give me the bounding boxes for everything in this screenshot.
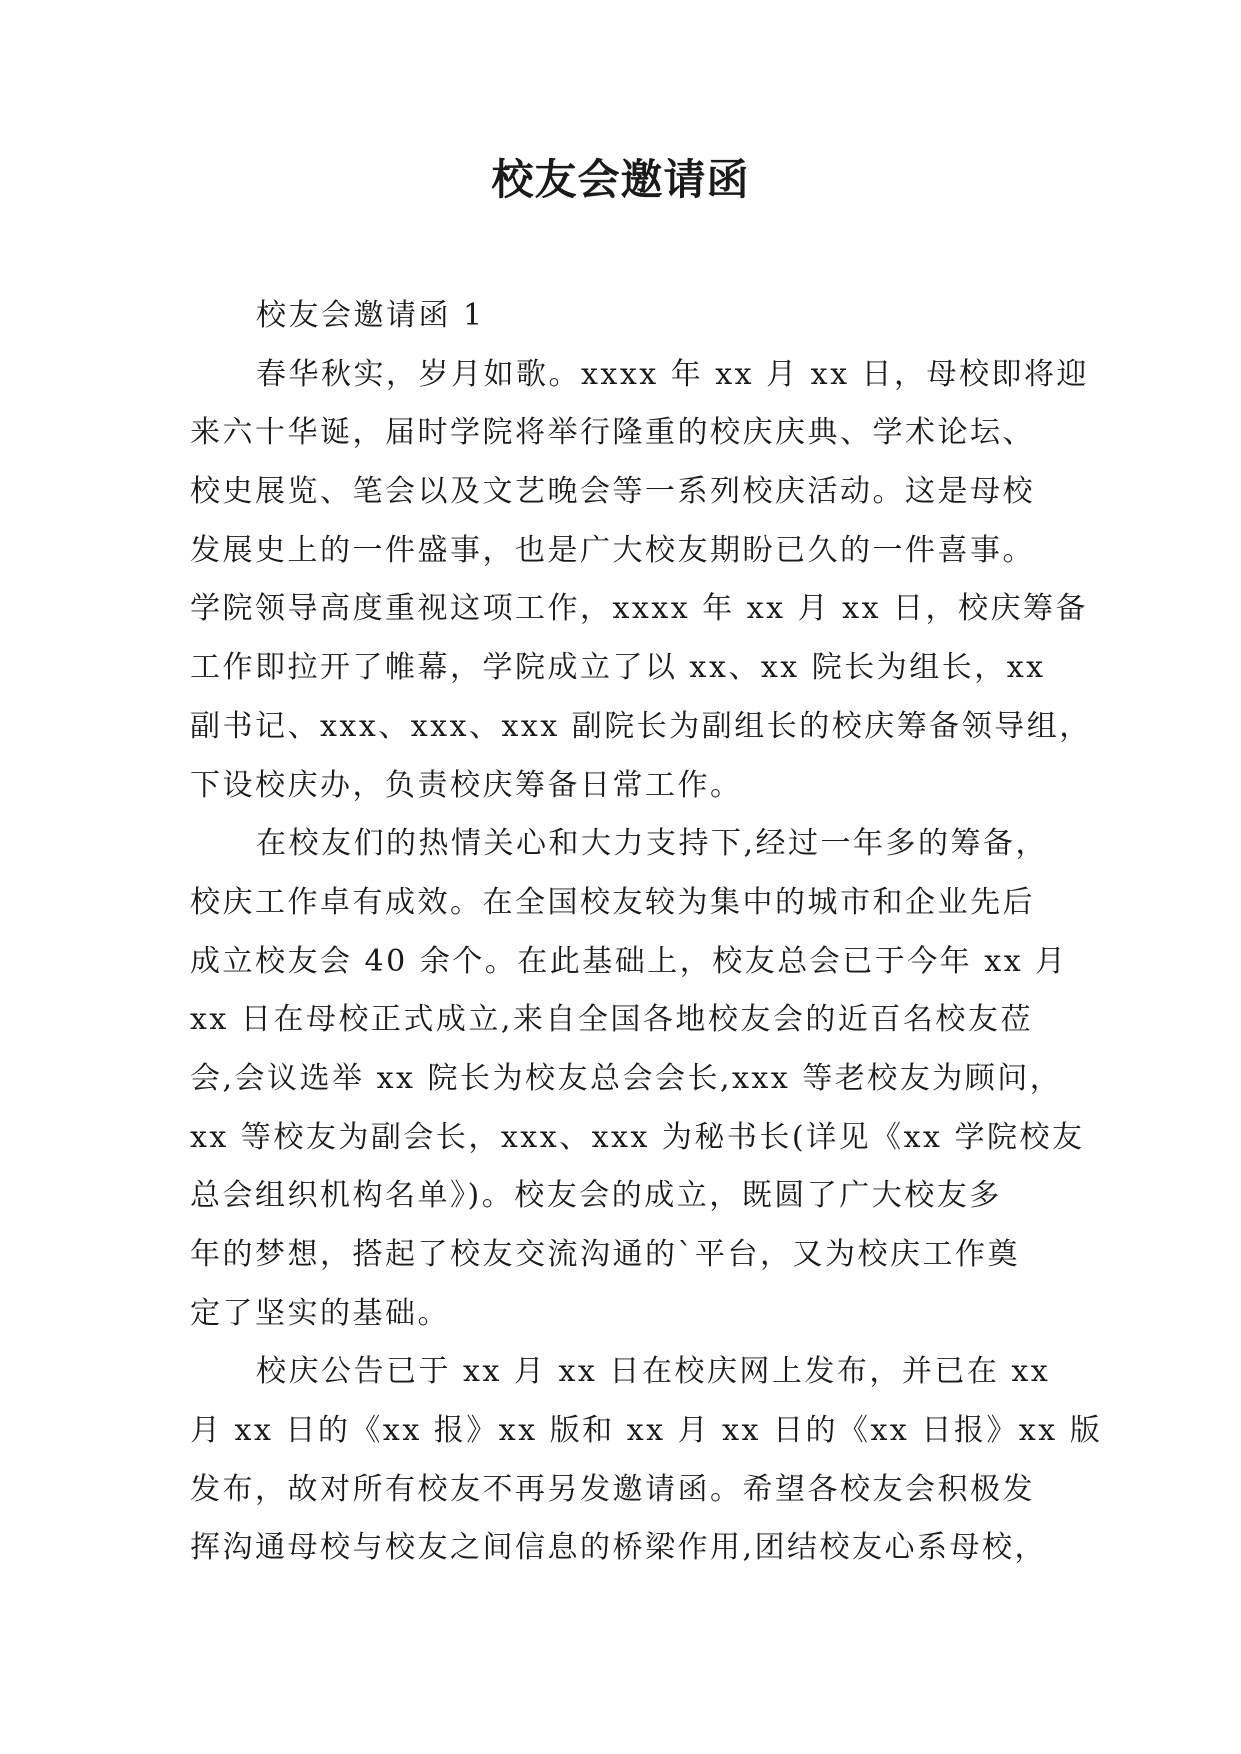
paragraph-line: 工作即拉开了帷幕，学院成立了以 xx、xx 院长为组长，xx [190,650,1046,686]
paragraph-line: 定了坚实的基础。 [190,1295,450,1331]
paragraph-line: 月 xx 日的《xx 报》xx 版和 xx 月 xx 日的《xx 日报》xx 版 [190,1413,1103,1449]
paragraph-line: 成立校友会 40 余个。在此基础上，校友总会已于今年 xx 月 [190,943,1068,979]
paragraph-line: xx 等校友为副会长，xxx、xxx 为秘书长(详见《xx 学院校友 [190,1119,1085,1155]
paragraph-line: 来六十华诞，届时学院将举行隆重的校庆庆典、学术论坛、 [190,415,1035,451]
paragraph-line: 学院领导高度重视这项工作，xxxx 年 xx 月 xx 日，校庆筹备 [190,591,1089,627]
paragraph-line: 总会组织机构名单》)。校友会的成立，既圆了广大校友多 [190,1178,1002,1214]
paragraph-line: 下设校庆办，负责校庆筹备日常工作。 [190,767,743,803]
paragraph-line: 校史展览、笔会以及文艺晚会等一系列校庆活动。这是母校 [190,474,1035,510]
paragraph-1 [190,346,1092,816]
paragraph-2 [190,815,1085,1343]
paragraph-line: 发展史上的一件盛事，也是广大校友期盼已久的一件喜事。 [190,532,1035,568]
paragraph-line: 校庆公告已于 xx 月 xx 日在校庆网上发布，并已在 xx [256,1354,1051,1390]
document-body [190,287,1103,1578]
section-heading: 校友会邀请函 1 [256,298,485,333]
document-title: 校友会邀请函 [491,155,750,204]
paragraph-line: 在校友们的热情关心和大力支持下,经过一年多的筹备， [256,826,1049,862]
paragraph-line: 年的梦想，搭起了校友交流沟通的`平台，又为校庆工作奠 [190,1237,1020,1272]
paragraph-line: 副书记、xxx、xxx、xxx 副院长为副组长的校庆筹备领导组， [190,708,1092,744]
paragraph-line: xx 日在母校正式成立,来自全国各地校友会的近百名校友莅 [190,1002,1033,1038]
paragraph-line: 校庆工作卓有成效。在全国校友较为集中的城市和企业先后 [190,884,1035,920]
paragraph-3 [190,1343,1103,1578]
paragraph-line: 会,会议选举 xx 院长为校友总会会长,xxx 等老校友为顾问， [190,1060,1063,1096]
paragraph-line: 挥沟通母校与校友之间信息的桥梁作用,团结校友心系母校， [190,1530,1048,1566]
paragraph-line: 发布，故对所有校友不再另发邀请函。希望各校友会积极发 [190,1471,1035,1507]
paragraph-line: 春华秋实，岁月如歌。xxxx 年 xx 月 xx 日，母校即将迎 [256,356,1090,392]
